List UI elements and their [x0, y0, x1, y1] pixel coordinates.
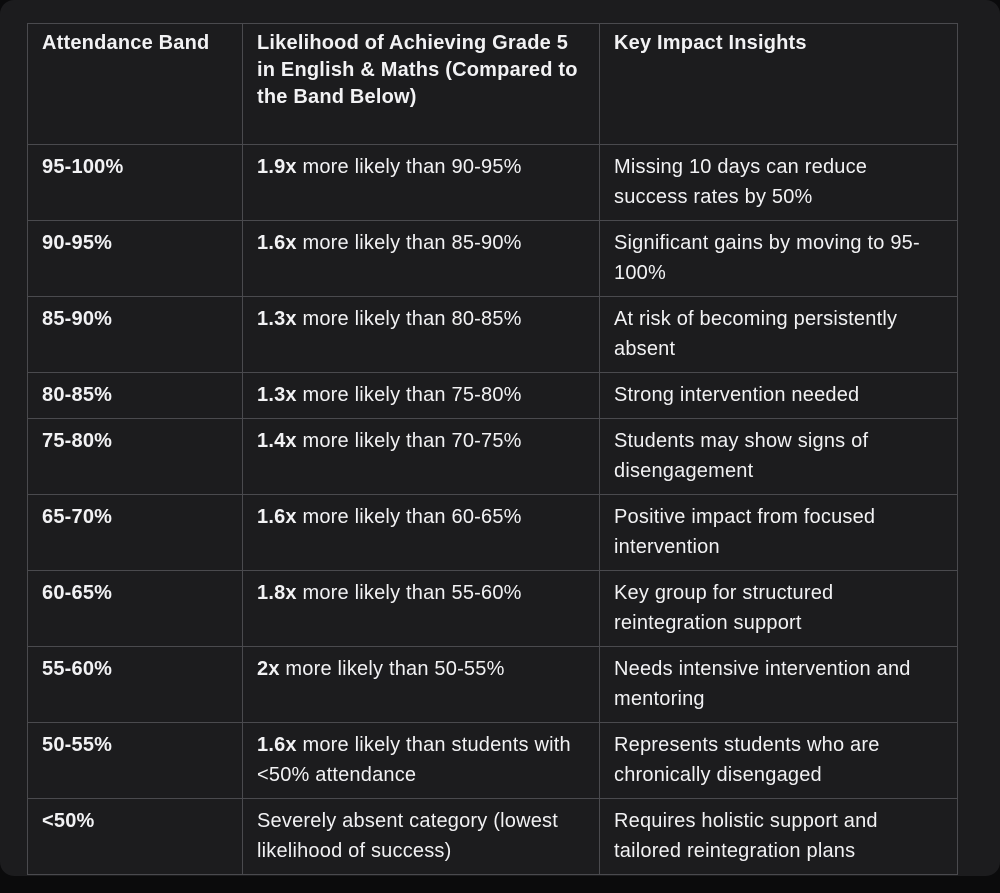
- likelihood-cell: [243, 297, 600, 373]
- table-row: [28, 495, 958, 571]
- band-cell: 60-65%: [28, 571, 243, 647]
- insight-cell: Represents students who are chronically disengaged: [600, 723, 958, 799]
- likelihood-cell: [243, 221, 600, 297]
- table-row: [28, 419, 958, 495]
- insight-cell: Students may show signs of disengagement: [600, 419, 958, 495]
- band-cell: <50%: [28, 799, 243, 875]
- likelihood-text: more likely than 55-60%: [296, 582, 522, 604]
- header-row: [28, 24, 958, 145]
- band-cell: 90-95%: [28, 221, 243, 297]
- band-cell: 65-70%: [28, 495, 243, 571]
- likelihood-cell: [243, 723, 600, 799]
- table-row: [28, 221, 958, 297]
- insight-cell: Requires holistic support and tailored reintegration plans: [600, 799, 958, 875]
- insight-cell: Needs intensive intervention and mentoring: [600, 647, 958, 723]
- likelihood-cell: [243, 419, 600, 495]
- multiplier: 1.6x: [257, 232, 297, 254]
- band-cell: 95-100%: [28, 145, 243, 221]
- band-cell: 80-85%: [28, 373, 243, 419]
- band-cell: 75-80%: [28, 419, 243, 495]
- likelihood-cell: [243, 799, 600, 875]
- table-row: [28, 799, 958, 875]
- band-cell: 55-60%: [28, 647, 243, 723]
- multiplier: 1.6x: [257, 734, 297, 756]
- likelihood-text: more likely than 70-75%: [296, 430, 522, 452]
- multiplier: 1.8x: [257, 582, 297, 604]
- table-row: [28, 647, 958, 723]
- insight-cell: Missing 10 days can reduce success rates by 50%: [600, 145, 958, 221]
- multiplier: 1.3x: [257, 308, 297, 330]
- multiplier: 1.6x: [257, 506, 297, 528]
- likelihood-text: more likely than 75-80%: [296, 384, 522, 406]
- table-row: [28, 145, 958, 221]
- likelihood-text: more likely than 60-65%: [296, 506, 522, 528]
- likelihood-text: more likely than 85-90%: [296, 232, 522, 254]
- table-row: [28, 571, 958, 647]
- header-attendance-band: Attendance Band: [28, 24, 243, 145]
- table-row: [28, 297, 958, 373]
- likelihood-cell: [243, 373, 600, 419]
- likelihood-cell: [243, 495, 600, 571]
- likelihood-text: more likely than students with <50% attendance: [257, 734, 571, 786]
- attendance-table: [27, 23, 958, 875]
- multiplier: 1.9x: [257, 156, 297, 178]
- likelihood-cell: [243, 647, 600, 723]
- band-cell: 50-55%: [28, 723, 243, 799]
- insight-cell: At risk of becoming persistently absent: [600, 297, 958, 373]
- table-row: [28, 723, 958, 799]
- header-key-impact-insights: Key Impact Insights: [600, 24, 958, 145]
- header-likelihood: Likelihood of Achieving Grade 5 in English & Maths (Compared to the Band Below): [243, 24, 600, 145]
- insight-cell: Strong intervention needed: [600, 373, 958, 419]
- likelihood-cell: [243, 145, 600, 221]
- insight-cell: Significant gains by moving to 95-100%: [600, 221, 958, 297]
- insight-cell: Positive impact from focused intervention: [600, 495, 958, 571]
- likelihood-text: more likely than 90-95%: [296, 156, 522, 178]
- likelihood-text: more likely than 80-85%: [296, 308, 522, 330]
- likelihood-cell: [243, 571, 600, 647]
- multiplier: 2x: [257, 658, 280, 680]
- likelihood-text: Severely absent category (lowest likelihood of success): [257, 810, 558, 862]
- band-cell: 85-90%: [28, 297, 243, 373]
- insight-cell: Key group for structured reintegration support: [600, 571, 958, 647]
- likelihood-text: more likely than 50-55%: [279, 658, 505, 680]
- multiplier: 1.3x: [257, 384, 297, 406]
- table-row: [28, 373, 958, 419]
- multiplier: 1.4x: [257, 430, 297, 452]
